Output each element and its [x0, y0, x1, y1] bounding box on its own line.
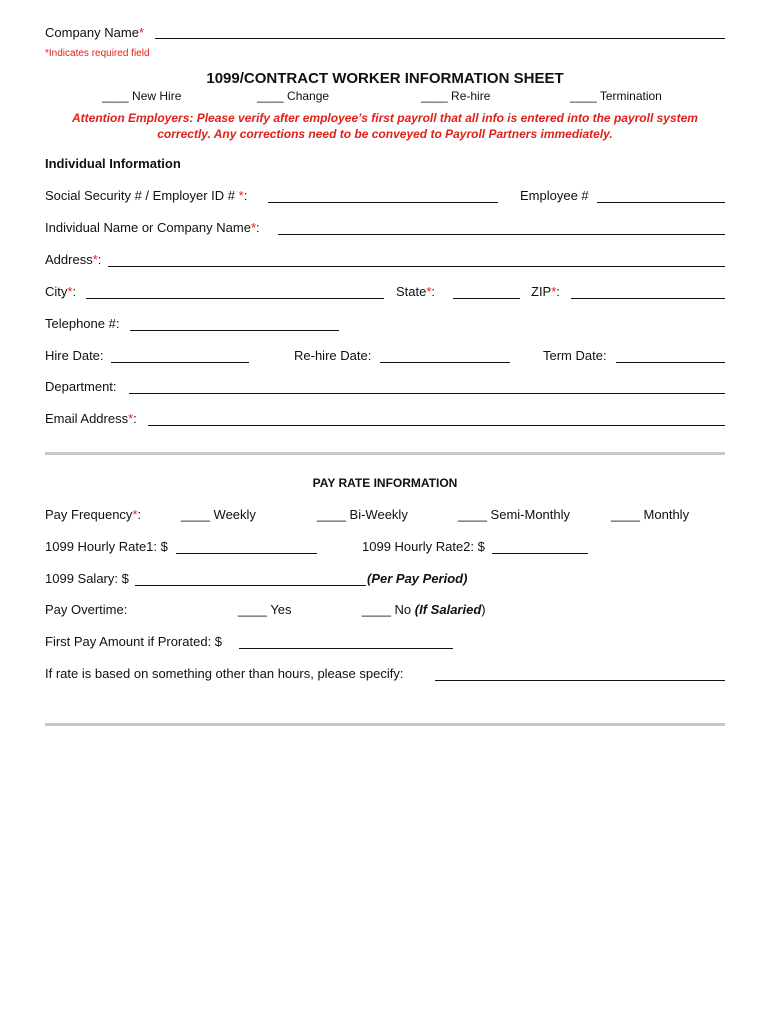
other-basis-field[interactable]	[435, 680, 725, 681]
section-divider	[45, 452, 725, 455]
frequency-monthly[interactable]: ____ Monthly	[611, 507, 690, 522]
department-field[interactable]	[129, 393, 725, 394]
hire-date-field[interactable]	[111, 362, 249, 363]
hourly-rate2-field[interactable]	[492, 553, 588, 554]
attention-line-1: Attention Employers: Please verify after employee’s first payroll that all info is entered into the payroll system	[72, 111, 698, 125]
city-label: City*:	[45, 284, 77, 299]
option-change[interactable]: ____ Change	[257, 89, 330, 103]
option-rehire[interactable]: ____ Re-hire	[421, 89, 491, 103]
zip-label: ZIP*:	[531, 284, 560, 299]
hourly-rate1-field[interactable]	[176, 553, 317, 554]
overtime-no-option[interactable]: ____ No (If Salaried)	[362, 602, 486, 617]
telephone-field[interactable]	[130, 330, 339, 331]
zip-field[interactable]	[571, 298, 725, 299]
company-name-field[interactable]	[155, 38, 725, 39]
pay-section-title: PAY RATE INFORMATION	[312, 476, 458, 490]
frequency-weekly[interactable]: ____ Weekly	[181, 507, 256, 522]
hire-date-label: Hire Date:	[45, 348, 104, 363]
individual-name-label: Individual Name or Company Name*:	[45, 220, 260, 235]
required-star: *	[138, 25, 144, 40]
employee-number-field[interactable]	[597, 202, 725, 203]
hourly-rate2-label: 1099 Hourly Rate2: $	[362, 539, 485, 554]
email-field[interactable]	[148, 425, 725, 426]
overtime-label: Pay Overtime:	[45, 602, 128, 617]
attention-notice	[20, 110, 750, 142]
rehire-date-field[interactable]	[380, 362, 510, 363]
rehire-date-label: Re-hire Date:	[294, 348, 372, 363]
option-termination[interactable]: ____ Termination	[570, 89, 662, 103]
state-label: State*:	[396, 284, 436, 299]
required-note: *Indicates required field	[45, 48, 150, 59]
prorated-label: First Pay Amount if Prorated: $	[45, 634, 223, 649]
salary-field[interactable]	[135, 585, 366, 586]
term-date-label: Term Date:	[543, 348, 607, 363]
state-field[interactable]	[453, 298, 520, 299]
attention-line-2: correctly. Any corrections need to be conveyed to Payroll Partners immediately.	[157, 127, 613, 141]
overtime-no-note: (If Salaried	[414, 602, 482, 617]
individual-name-field[interactable]	[278, 234, 725, 235]
individual-section-title: Individual Information	[45, 156, 181, 171]
overtime-yes-option[interactable]: ____ Yes	[238, 602, 292, 617]
department-label: Department:	[45, 379, 117, 394]
bottom-divider	[45, 723, 725, 726]
employee-number-label: Employee #	[520, 188, 589, 203]
email-label: Email Address*:	[45, 411, 137, 426]
salary-note: (Per Pay Period)	[367, 571, 468, 586]
address-field[interactable]	[108, 266, 725, 267]
company-name-label: Company Name*	[45, 25, 144, 40]
frequency-semimonthly[interactable]: ____ Semi-Monthly	[458, 507, 571, 522]
option-new-hire[interactable]: ____ New Hire	[102, 89, 182, 103]
frequency-biweekly[interactable]: ____ Bi-Weekly	[317, 507, 408, 522]
city-field[interactable]	[86, 298, 384, 299]
hourly-rate1-label: 1099 Hourly Rate1: $	[45, 539, 168, 554]
ssn-field[interactable]	[268, 202, 498, 203]
prorated-field[interactable]	[239, 648, 453, 649]
term-date-field[interactable]	[616, 362, 725, 363]
form-title: 1099/CONTRACT WORKER INFORMATION SHEET	[206, 70, 564, 87]
other-basis-label: If rate is based on something other than hours, please specify:	[45, 666, 404, 681]
salary-label: 1099 Salary: $	[45, 571, 129, 586]
telephone-label: Telephone #:	[45, 316, 120, 331]
address-label: Address*:	[45, 252, 102, 267]
pay-frequency-label: Pay Frequency*:	[45, 507, 142, 522]
ssn-label: Social Security # / Employer ID # *:	[45, 188, 248, 203]
